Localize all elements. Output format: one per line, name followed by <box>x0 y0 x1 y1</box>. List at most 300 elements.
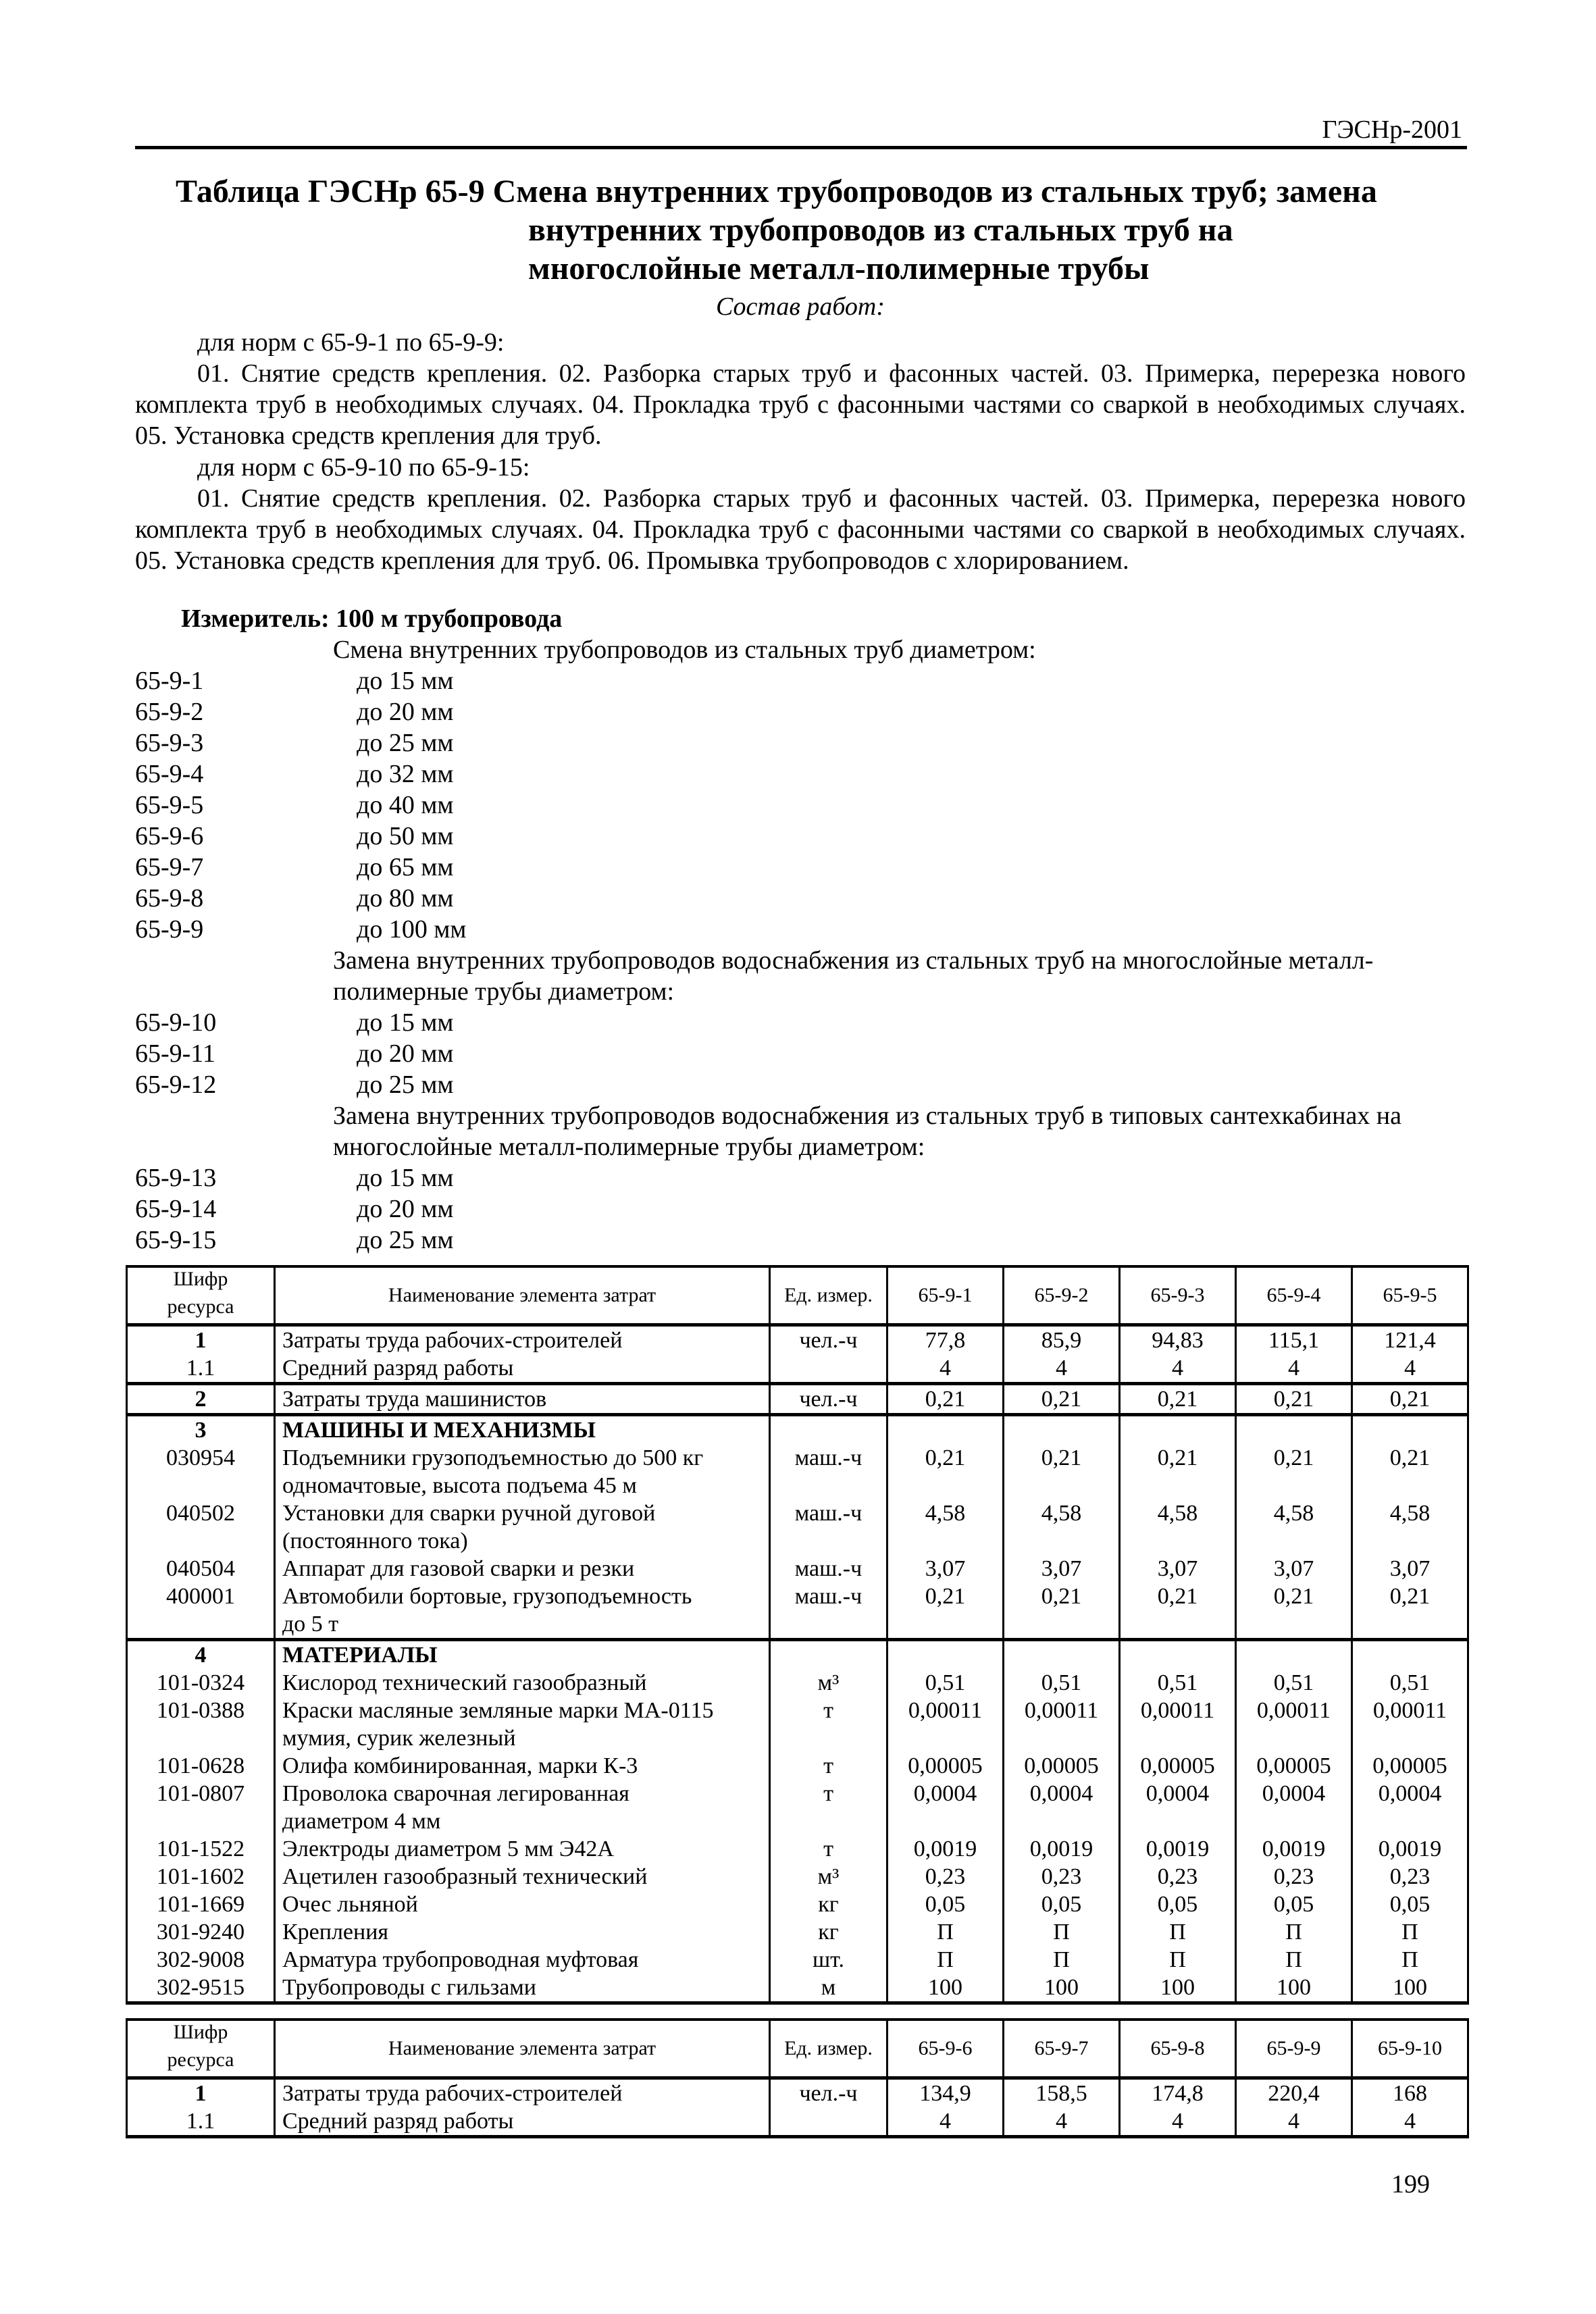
spacer <box>1357 1527 1463 1555</box>
header-norm-column: 65-9-10 <box>1352 2020 1468 2078</box>
unit: чел.-ч <box>799 2081 858 2106</box>
unit: м <box>821 1975 836 2000</box>
resource-name: Олифа комбинированная, марки К-3 <box>282 1753 638 1778</box>
table-group-machinists <box>127 1384 1468 1415</box>
header-code-line: Шифр <box>173 1268 228 1290</box>
resource-code: 400001 <box>166 1584 235 1609</box>
resource-code: 101-0388 <box>156 1698 245 1723</box>
norm-value: 4 <box>1172 2109 1183 2134</box>
norm-value: 100 <box>1044 1975 1079 2000</box>
norm-value: П <box>1285 1920 1302 1945</box>
spacer <box>775 1472 882 1499</box>
unit: чел.-ч <box>799 1387 858 1412</box>
resource-name-cell <box>275 1415 770 1640</box>
norm-value: 0,23 <box>1157 1864 1198 1889</box>
value-cell <box>1004 1640 1120 2003</box>
header-norm-column: 65-9-4 <box>1236 1266 1352 1325</box>
norm-code: 65-9-11 <box>135 1039 215 1068</box>
header-unit: Ед. измер. <box>770 1266 887 1325</box>
value-cell <box>1236 1325 1352 1384</box>
norm-value: 100 <box>1160 1975 1195 2000</box>
norm-value: 0,51 <box>1273 1670 1314 1695</box>
resource-name: Арматура трубопроводная муфтовая <box>282 1947 639 1972</box>
value-cell <box>887 1415 1004 1640</box>
value-cell <box>887 2078 1004 2137</box>
norm-value: 0,51 <box>1041 1670 1082 1695</box>
norm-value: 158,5 <box>1035 2081 1087 2106</box>
value-cell <box>1004 1415 1120 1640</box>
table-row <box>127 1640 1468 2003</box>
unit: т <box>823 1698 833 1723</box>
resource-name: Краски масляные земляные марки МА-0115 <box>282 1698 714 1723</box>
norm-value: 0,0004 <box>1029 1781 1093 1806</box>
norm-code: 65-9-2 <box>135 698 204 726</box>
norm-value: 4 <box>939 2109 951 2134</box>
norm-value: 4 <box>1056 2109 1067 2134</box>
running-header: ГЭСНр-2001 <box>1322 115 1462 144</box>
norm-section-heading: Замена внутренних трубопроводов водоснабжения из стальных труб в типовых сантехкабинах на многослойные металл-полимерные трубы диаметром: <box>333 1102 1402 1161</box>
norm-value: 0,0004 <box>913 1781 977 1806</box>
resource-code: 101-1522 <box>156 1836 245 1861</box>
norm-code: 65-9-10 <box>135 1008 217 1037</box>
norm-code: 65-9-3 <box>135 729 204 757</box>
value-cell <box>1352 1640 1468 2003</box>
resource-code: 101-0807 <box>156 1781 245 1806</box>
resource-name-cell <box>275 1640 770 2003</box>
value-cell <box>1120 1640 1236 2003</box>
resource-code: 040502 <box>166 1501 235 1526</box>
spacer <box>1008 1472 1114 1499</box>
norm-label: до 25 мм <box>357 729 454 757</box>
resource-code: 2 <box>195 1387 207 1412</box>
unit: маш.-ч <box>794 1556 863 1581</box>
norm-label: до 15 мм <box>357 1164 454 1192</box>
resource-name: МАТЕРИАЛЫ <box>282 1643 438 1668</box>
resource-code-cell <box>127 1384 275 1415</box>
spacer <box>775 1724 882 1752</box>
table-title-line-2: внутренних трубопроводов из стальных труб на <box>528 212 1233 248</box>
norm-label: до 50 мм <box>357 822 454 850</box>
unit-cell <box>770 2078 887 2137</box>
norm-value: 0,0004 <box>1378 1781 1442 1806</box>
resource-code: 302-9008 <box>156 1947 245 1972</box>
page-number: 199 <box>1391 2170 1430 2199</box>
value-cell <box>1352 1384 1468 1415</box>
unit: кг <box>818 1892 839 1917</box>
work-composition-text-2: 01. Снятие средств крепления. 02. Разборка старых труб и фасонных частей. 03. Примерка, перерезка нового комплекта труб в необходимых случаях. 04. Прокладка труб с фасонными частями со сваркой в необходимых случаях. 05. Установка средств крепления для труб. 06. Промывка трубопроводов с хлорированием. <box>135 484 1466 575</box>
norm-value: 0,23 <box>925 1864 966 1889</box>
resource-code: 302-9515 <box>156 1975 245 2000</box>
resource-code: 1 <box>195 2081 207 2106</box>
resource-name: диаметром 4 мм <box>282 1809 441 1834</box>
resource-name: Электроды диаметром 5 мм Э42А <box>282 1836 614 1861</box>
norm-value: 3,07 <box>1389 1556 1431 1581</box>
unit: маш.-ч <box>794 1445 863 1470</box>
resource-name: Крепления <box>282 1920 389 1945</box>
header-norm-column: 65-9-6 <box>887 2020 1004 2078</box>
spacer <box>1125 1724 1231 1752</box>
spacer <box>132 1724 269 1752</box>
norm-value: 4,58 <box>1041 1501 1082 1526</box>
resource-name: одномачтовые, высота подъема 45 м <box>282 1473 637 1498</box>
resource-code: 101-0628 <box>156 1753 245 1778</box>
norm-value <box>892 1641 998 1669</box>
header-norm-column: 65-9-7 <box>1004 2020 1120 2078</box>
norm-code: 65-9-4 <box>135 760 204 788</box>
norm-value: 0,21 <box>1389 1445 1431 1470</box>
norm-section-heading: Смена внутренних трубопроводов из стальных труб диаметром: <box>333 636 1036 664</box>
spacer <box>775 1610 882 1638</box>
value-cell <box>1236 2078 1352 2137</box>
norm-value: 0,51 <box>925 1670 966 1695</box>
resource-code-cell <box>127 2078 275 2137</box>
spacer <box>1357 1610 1463 1638</box>
measure-unit: Измеритель: 100 м трубопровода <box>181 605 563 633</box>
norm-code: 65-9-7 <box>135 853 204 881</box>
norm-value: 0,21 <box>1157 1387 1198 1412</box>
table-group-labor <box>127 2078 1468 2137</box>
norm-code: 65-9-12 <box>135 1071 217 1099</box>
header-norm-column: 65-9-8 <box>1120 2020 1236 2078</box>
norm-value: 4,58 <box>1389 1501 1431 1526</box>
spacer <box>775 1527 882 1555</box>
norm-value: 4 <box>939 1356 951 1381</box>
header-rule <box>135 146 1467 149</box>
resource-name: Средний разряд работы <box>282 1356 514 1381</box>
norm-value: 0,00011 <box>1024 1698 1099 1723</box>
table-group-labor <box>127 1325 1468 1384</box>
resource-name: Автомобили бортовые, грузоподъемность <box>282 1584 692 1609</box>
norm-value: 0,21 <box>1389 1584 1431 1609</box>
norm-value: 0,0019 <box>1378 1836 1442 1861</box>
header-norm-column: 65-9-5 <box>1352 1266 1468 1325</box>
norm-label: до 20 мм <box>357 698 454 726</box>
unit: т <box>823 1781 833 1806</box>
resource-name: Очес льняной <box>282 1892 418 1917</box>
norm-value: 3,07 <box>1157 1556 1198 1581</box>
norm-value: 0,21 <box>1157 1584 1198 1609</box>
norm-value: 0,05 <box>925 1892 966 1917</box>
resource-code-cell <box>127 1325 275 1384</box>
norm-value: 220,4 <box>1268 2081 1320 2106</box>
norm-value: 0,0004 <box>1262 1781 1326 1806</box>
norm-value: 0,00005 <box>1140 1753 1215 1778</box>
unit: т <box>823 1753 833 1778</box>
table-header-row <box>127 1266 1468 1325</box>
resource-name: Трубопроводы с гильзами <box>282 1975 536 2000</box>
norm-value: 0,05 <box>1273 1892 1314 1917</box>
resource-code-cell <box>127 1640 275 2003</box>
unit <box>775 1416 882 1444</box>
norm-value: 85,9 <box>1041 1328 1082 1353</box>
norm-value: 100 <box>1393 1975 1427 2000</box>
norm-label: до 32 мм <box>357 760 454 788</box>
resource-code: 3 <box>195 1418 207 1443</box>
value-cell <box>1004 2078 1120 2137</box>
norm-value: 0,05 <box>1157 1892 1198 1917</box>
norm-value: 0,0019 <box>1145 1836 1210 1861</box>
value-cell <box>1120 1415 1236 1640</box>
work-composition-text-1: 01. Снятие средств крепления. 02. Разборка старых труб и фасонных частей. 03. Примерка, перерезка нового комплекта труб в необходимых случаях. 04. Прокладка труб с фасонными частями со сваркой в необходимых случаях. 05. Установка средств крепления для труб. <box>135 359 1466 450</box>
norm-value <box>1008 1641 1114 1669</box>
table-row <box>127 2078 1468 2137</box>
norm-value: 3,07 <box>1041 1556 1082 1581</box>
resource-name: Затраты труда рабочих-строителей <box>282 2081 623 2106</box>
norm-value: 4,58 <box>1157 1501 1198 1526</box>
norm-value <box>1357 1416 1463 1444</box>
resource-code: 101-1602 <box>156 1864 245 1889</box>
norm-code: 65-9-8 <box>135 884 204 912</box>
spacer <box>1241 1807 1347 1835</box>
norm-value: 0,00011 <box>1140 1698 1215 1723</box>
norm-value: 77,8 <box>925 1328 966 1353</box>
header-code-line: Шифр <box>173 2021 228 2043</box>
norm-value: 0,23 <box>1389 1864 1431 1889</box>
norm-value: 4 <box>1404 2109 1416 2134</box>
norm-value: 4 <box>1172 1356 1183 1381</box>
norm-label: до 100 мм <box>357 915 467 944</box>
norm-section-heading: Замена внутренних трубопроводов водоснабжения из стальных труб на многослойные металл-полимерные трубы диаметром: <box>333 946 1374 1006</box>
spacer <box>1008 1610 1114 1638</box>
norm-value: 100 <box>928 1975 962 2000</box>
resource-name: МАШИНЫ И МЕХАНИЗМЫ <box>282 1418 596 1443</box>
spacer <box>892 1610 998 1638</box>
norm-label: до 40 мм <box>357 791 454 819</box>
spacer <box>132 1610 269 1638</box>
table-header-row <box>127 2020 1468 2078</box>
table-row <box>127 1325 1468 1384</box>
resource-table-1 <box>126 1265 1469 2005</box>
norm-code: 65-9-15 <box>135 1226 217 1254</box>
resource-name: Проволока сварочная легированная <box>282 1781 629 1806</box>
resource-name: Затраты труда машинистов <box>282 1387 547 1412</box>
table-group-machines <box>127 1415 1468 1640</box>
norm-value: 4 <box>1288 1356 1299 1381</box>
norm-value: 121,4 <box>1384 1328 1436 1353</box>
norm-value <box>892 1416 998 1444</box>
norm-code: 65-9-9 <box>135 915 204 944</box>
norm-value: 94,83 <box>1152 1328 1204 1353</box>
norm-value: 0,21 <box>1273 1387 1314 1412</box>
resource-code-cell <box>127 1415 275 1640</box>
norm-value <box>1357 1641 1463 1669</box>
resource-name-cell <box>275 1384 770 1415</box>
resource-name: Аппарат для газовой сварки и резки <box>282 1556 635 1581</box>
norm-value: 0,21 <box>1273 1584 1314 1609</box>
value-cell <box>1236 1415 1352 1640</box>
norm-value: 134,9 <box>919 2081 971 2106</box>
spacer <box>1125 1610 1231 1638</box>
spacer <box>1241 1527 1347 1555</box>
value-cell <box>1120 1325 1236 1384</box>
norm-value: 3,07 <box>1273 1556 1314 1581</box>
spacer <box>1357 1807 1463 1835</box>
spacer <box>892 1724 998 1752</box>
norm-value: П <box>1285 1947 1302 1972</box>
resource-code: 101-0324 <box>156 1670 245 1695</box>
unit-cell <box>770 1384 887 1415</box>
norm-value: П <box>1401 1947 1418 1972</box>
norm-value: 174,8 <box>1152 2081 1204 2106</box>
norm-label: до 65 мм <box>357 853 454 881</box>
norm-value: 0,05 <box>1041 1892 1082 1917</box>
table-row <box>127 1415 1468 1640</box>
norm-value: 0,21 <box>1041 1445 1082 1470</box>
resource-name: Кислород технический газообразный <box>282 1670 647 1695</box>
for-norms-label-1: для норм с 65-9-1 по 65-9-9: <box>197 328 505 357</box>
norm-label: до 15 мм <box>357 667 454 695</box>
unit <box>775 1641 882 1669</box>
norm-value: 4 <box>1288 2109 1299 2134</box>
norm-label: до 20 мм <box>357 1039 454 1068</box>
resource-name: (постоянного тока) <box>282 1528 468 1553</box>
spacer <box>1008 1807 1114 1835</box>
norm-value: 0,00011 <box>1372 1698 1447 1723</box>
norm-value: 0,00011 <box>1256 1698 1331 1723</box>
spacer <box>132 1527 269 1555</box>
norm-value: 168 <box>1393 2081 1427 2106</box>
header-name: Наименование элемента затрат <box>275 1266 770 1325</box>
unit: маш.-ч <box>794 1501 863 1526</box>
spacer <box>1125 1527 1231 1555</box>
unit-cell <box>770 1415 887 1640</box>
norm-value: 0,05 <box>1389 1892 1431 1917</box>
norm-value: 4 <box>1404 1356 1416 1381</box>
resource-name: до 5 т <box>282 1612 339 1637</box>
norm-label: до 15 мм <box>357 1008 454 1037</box>
unit-cell <box>770 1640 887 2003</box>
norm-value <box>1125 1641 1231 1669</box>
norm-value: 0,21 <box>1273 1445 1314 1470</box>
norm-value: 0,21 <box>925 1387 966 1412</box>
work-composition-heading: Состав работ: <box>715 292 885 321</box>
value-cell <box>1004 1384 1120 1415</box>
norm-label: до 80 мм <box>357 884 454 912</box>
header-norm-column: 65-9-9 <box>1236 2020 1352 2078</box>
spacer <box>132 1807 269 1835</box>
value-cell <box>1352 1325 1468 1384</box>
spacer <box>1125 1807 1231 1835</box>
norm-value: 0,21 <box>925 1445 966 1470</box>
value-cell <box>887 1640 1004 2003</box>
resource-code: 4 <box>195 1643 207 1668</box>
norm-value: 0,51 <box>1389 1670 1431 1695</box>
resource-name: Установки для сварки ручной дуговой <box>282 1501 656 1526</box>
header-unit: Ед. измер. <box>770 2020 887 2078</box>
value-cell <box>1236 1640 1352 2003</box>
resource-name: Затраты труда рабочих-строителей <box>282 1328 623 1353</box>
norm-label: до 20 мм <box>357 1195 454 1223</box>
norm-value: 0,0019 <box>1029 1836 1093 1861</box>
norm-value: П <box>937 1947 954 1972</box>
value-cell <box>1120 2078 1236 2137</box>
norm-value: П <box>1169 1920 1186 1945</box>
norm-value: П <box>1053 1920 1070 1945</box>
resource-code: 101-1669 <box>156 1892 245 1917</box>
norm-value <box>1241 1416 1347 1444</box>
header-code <box>127 1266 275 1325</box>
unit: чел.-ч <box>799 1328 858 1353</box>
for-norms-label-2: для норм с 65-9-10 по 65-9-15: <box>197 453 530 482</box>
norm-code: 65-9-1 <box>135 667 204 695</box>
norm-code: 65-9-13 <box>135 1164 217 1192</box>
spacer <box>1357 1472 1463 1499</box>
norm-value <box>1241 1641 1347 1669</box>
spacer <box>892 1807 998 1835</box>
norm-value: 0,00005 <box>1372 1753 1447 1778</box>
value-cell <box>1236 1384 1352 1415</box>
spacer <box>1241 1610 1347 1638</box>
norm-value: 100 <box>1277 1975 1311 2000</box>
norm-value: 4,58 <box>1273 1501 1314 1526</box>
resource-name: Подъемники грузоподъемностью до 500 кг <box>282 1445 704 1470</box>
norm-code: 65-9-5 <box>135 791 204 819</box>
norm-value: 0,0004 <box>1145 1781 1210 1806</box>
resource-code: 040504 <box>166 1556 235 1581</box>
norm-value: П <box>1169 1947 1186 1972</box>
norm-value: 0,21 <box>1041 1387 1082 1412</box>
table-title <box>176 172 1445 288</box>
norm-code: 65-9-6 <box>135 822 204 850</box>
table-group-materials <box>127 1640 1468 2003</box>
unit: м³ <box>817 1864 840 1889</box>
resource-code: 301-9240 <box>156 1920 245 1945</box>
header-code <box>127 2020 275 2078</box>
resource-name-cell <box>275 1325 770 1384</box>
spacer <box>1241 1724 1347 1752</box>
norm-value: 3,07 <box>925 1556 966 1581</box>
norm-value: 0,00005 <box>908 1753 983 1778</box>
header-code-line: ресурса <box>167 1295 234 1318</box>
header-code-line: ресурса <box>167 2049 234 2071</box>
norm-value <box>1008 1416 1114 1444</box>
spacer <box>132 1472 269 1499</box>
norm-label: до 25 мм <box>357 1226 454 1254</box>
unit-cell <box>770 1325 887 1384</box>
norm-value: 0,51 <box>1157 1670 1198 1695</box>
norm-value: 0,21 <box>1389 1387 1431 1412</box>
norm-value: 0,00011 <box>908 1698 983 1723</box>
norm-value: 0,0019 <box>913 1836 977 1861</box>
unit: кг <box>818 1920 839 1945</box>
spacer <box>775 1807 882 1835</box>
norm-value: 4 <box>1056 1356 1067 1381</box>
value-cell <box>1120 1384 1236 1415</box>
value-cell <box>887 1325 1004 1384</box>
spacer <box>1241 1472 1347 1499</box>
norm-value: 0,21 <box>1157 1445 1198 1470</box>
norm-value: П <box>1401 1920 1418 1945</box>
header-norm-column: 65-9-3 <box>1120 1266 1236 1325</box>
spacer <box>1357 1724 1463 1752</box>
norm-value: 0,23 <box>1273 1864 1314 1889</box>
resource-name: Средний разряд работы <box>282 2109 514 2134</box>
spacer <box>892 1472 998 1499</box>
norm-value: 0,23 <box>1041 1864 1082 1889</box>
norm-value: 4,58 <box>925 1501 966 1526</box>
header-name: Наименование элемента затрат <box>275 2020 770 2078</box>
table-title-line-1: Таблица ГЭСНр 65-9 Смена внутренних трубопроводов из стальных труб; замена <box>176 174 1377 209</box>
header-norm-column: 65-9-1 <box>887 1266 1004 1325</box>
spacer <box>892 1527 998 1555</box>
norm-value: П <box>1053 1947 1070 1972</box>
norm-value <box>1125 1416 1231 1444</box>
resource-name-cell <box>275 2078 770 2137</box>
norm-value: 0,21 <box>1041 1584 1082 1609</box>
spacer <box>1125 1472 1231 1499</box>
norm-value: 115,1 <box>1268 1328 1320 1353</box>
resource-name: мумия, сурик железный <box>282 1726 516 1751</box>
